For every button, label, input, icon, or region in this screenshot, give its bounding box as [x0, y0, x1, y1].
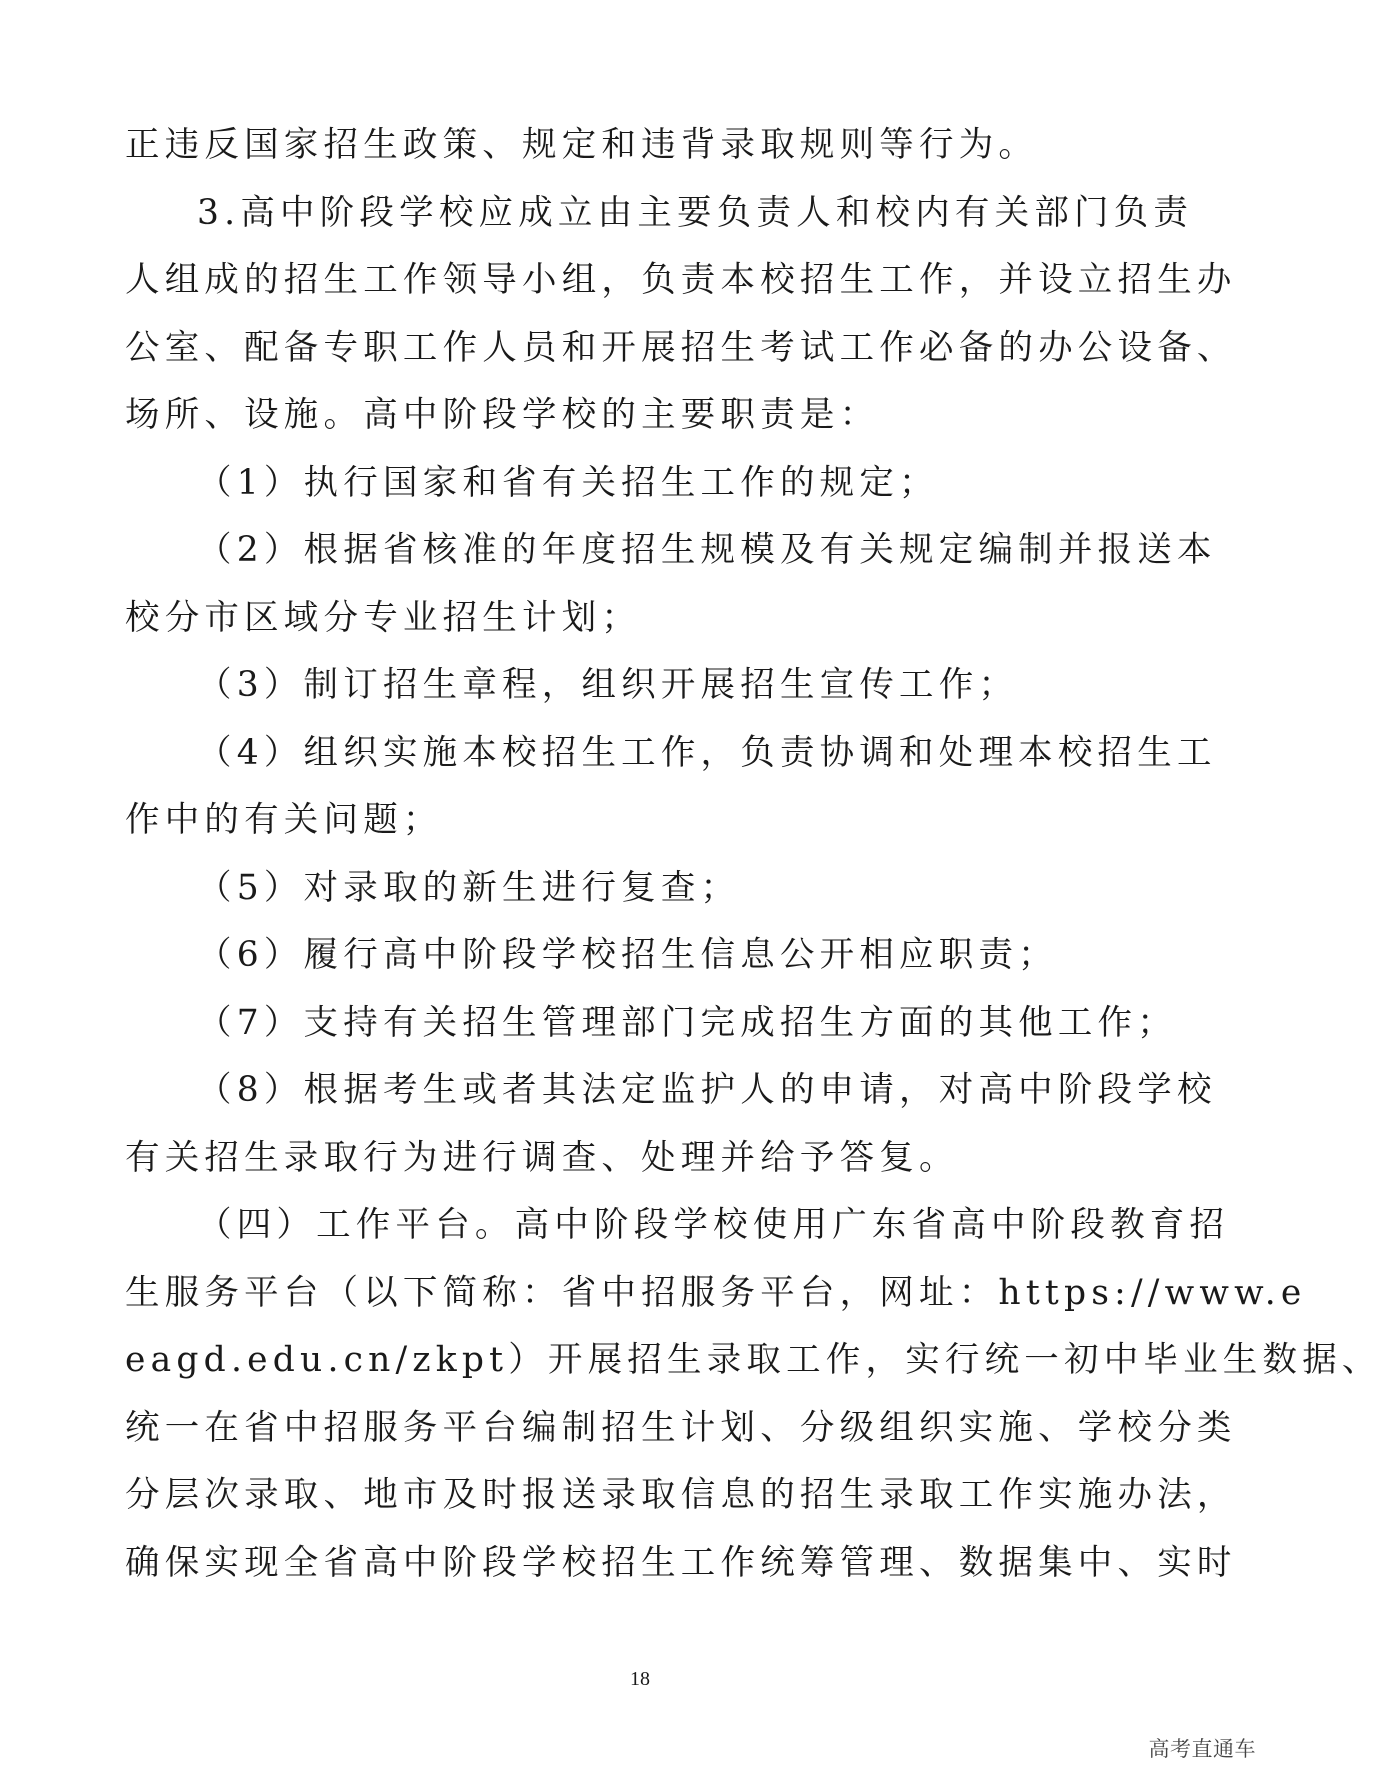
text-line: （8）根据考生或者其法定监护人的申请，对高中阶段学校 [197, 1070, 1217, 1110]
text-line: 场所、设施。高中阶段学校的主要职责是： [125, 395, 880, 435]
text-line: （5）对录取的新生进行复查； [197, 867, 741, 908]
text-line: （4）组织实施本校招生工作，负责协调和处理本校招生工 [197, 732, 1217, 773]
text-line: 公室、配备专职工作人员和开展招生考试工作必备的办公设备、 [125, 327, 1237, 368]
text-line: 作中的有关问题； [125, 800, 443, 840]
page-number: 18 [630, 1668, 650, 1690]
text-line: （四）工作平台。高中阶段学校使用广东省高中阶段教育招 [197, 1205, 1230, 1245]
text-line: 统一在省中招服务平台编制招生计划、分级组织实施、学校分类 [125, 1407, 1237, 1448]
text-line: （3）制订招生章程，组织开展招生宣传工作； [197, 665, 1019, 705]
text-line: 正违反国家招生政策、规定和违背录取规则等行为。 [125, 125, 1039, 165]
body-text [125, 112, 1382, 1597]
text-line: （2）根据省核准的年度招生规模及有关规定编制并报送本 [197, 530, 1217, 570]
text-line: 有关招生录取行为进行调查、处理并给予答复。 [125, 1137, 959, 1178]
watermark-label: 高考直通车 [1148, 1737, 1256, 1761]
text-line: 人组成的招生工作领导小组，负责本校招生工作，并设立招生办 [125, 260, 1237, 300]
text-line: 确保实现全省高中阶段学校招生工作统筹管理、数据集中、实时 [125, 1542, 1237, 1583]
text-line: （7）支持有关招生管理部门完成招生方面的其他工作； [197, 1002, 1177, 1043]
text-line: 分层次录取、地市及时报送录取信息的招生录取工作实施办法， [125, 1475, 1237, 1515]
text-line: （1）执行国家和省有关招生工作的规定； [197, 462, 939, 503]
text-line: 校分市区域分专业招生计划； [125, 597, 642, 638]
text-line: 生服务平台（以下简称：省中招服务平台，网址：https://www.e [125, 1272, 1307, 1313]
text-line: （6）履行高中阶段学校招生信息公开相应职责； [197, 935, 1058, 975]
text-line: 3.高中阶段学校应成立由主要负责人和校内有关部门负责 [197, 192, 1194, 233]
text-line: eagd.edu.cn/zkpt）开展招生录取工作，实行统一初中毕业生数据、 [125, 1340, 1382, 1380]
